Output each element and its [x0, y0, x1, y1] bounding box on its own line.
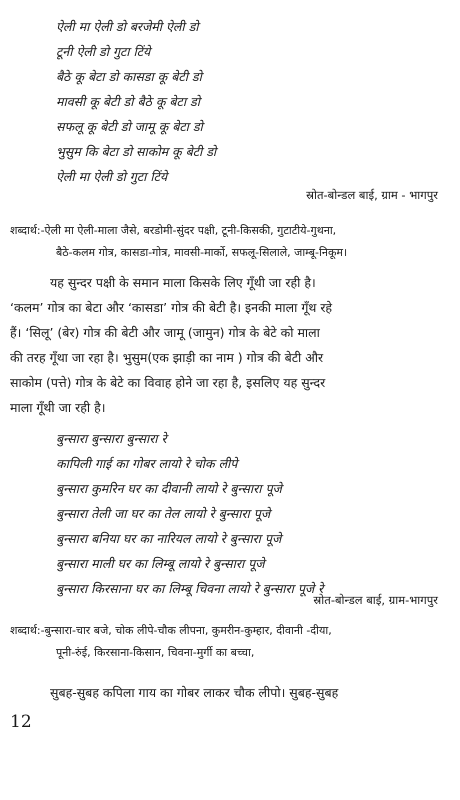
prose-line: हैं। ‘सिलू’ (बेर) गोत्र की बेटी और जामू (जामुन) गोत्र के बेटे को माला [10, 325, 320, 340]
poem-line: भुसुम कि बेटा डो साकोम कू बेटी डो [56, 144, 217, 159]
poem-line: ऐली मा ऐली डो बरजेमी ऐली डो [56, 19, 199, 34]
poem-line: बुन्सारा माली घर का लिम्बू लायो रे बुन्सारा पूजे [56, 556, 265, 571]
glossary-line: बैठे-कलम गोत्र, कासडा-गोत्र, मावसी-मार्को, सफलू-सिलाले, जाम्बू-निकूम। [56, 246, 348, 259]
poem-line: बुन्सारा बुन्सारा बुन्सारा रे [56, 431, 167, 446]
poem-line: मावसी कू बेटी डो बैठे कू बेटा डो [56, 94, 200, 109]
poem-1 [56, 14, 216, 189]
prose-paragraph [10, 270, 450, 420]
source-attribution-2: स्रोत-बोन्डल बाई, ग्राम-भागपुर [313, 593, 438, 607]
source-attribution-1: स्रोत-बोन्डल बाई, ग्राम - भागपुर [306, 188, 438, 202]
poem-line: कापिली गाई का गोबर लायो रे चोक लीपे [56, 456, 238, 471]
glossary-line: शब्दार्थ:-बुन्सारा-चार बजे, चोक लीपे-चौक लीपना, कुमरीन-कुम्हार, दीवानी -दीया, [10, 624, 332, 637]
poem-line: बुन्सारा बनिया घर का नारियल लायो रे बुन्सारा पूजे [56, 531, 282, 546]
prose-line: साकोम (पत्ते) गोत्र के बेटे का विवाह होने जा रहा है, इसलिए यह सुन्दर [10, 375, 326, 390]
glossary-2 [10, 620, 450, 664]
poem-2 [56, 426, 323, 601]
prose-line: यह सुन्दर पक्षी के समान माला किसके लिए गूँथी जा रही है। [50, 275, 316, 290]
prose-line: की तरह गूँथा जा रहा है। भुसुम(एक झाड़ी का नाम ) गोत्र की बेटी और [10, 350, 324, 365]
poem-line: टूनी ऐली डो गुटा टिंये [56, 44, 151, 59]
prose-line: ‘कलम’ गोत्र का बेटा और ‘कासडा’ गोत्र की बेटी है। इनकी माला गूँथ रहे [10, 300, 333, 315]
poem-line: बुन्सारा किरसाना घर का लिम्बू चिवना लायो रे बुन्सारा पूजे रे [56, 581, 324, 596]
poem-line: सफलू कू बेटी डो जामू कू बेटा डो [56, 119, 203, 134]
poem-line: बुन्सारा कुमरिन घर का दीवानी लायो रे बुन्सारा पूजे [56, 481, 282, 496]
poem-line: बैठे कू बेटा डो कासडा कू बेटी डो [56, 69, 202, 84]
closing-line: सुबह-सुबह कपिला गाय का गोबर लाकर चौक लीपो। सुबह-सुबह [50, 685, 339, 700]
poem-line: बुन्सारा तेली जा घर का तेल लायो रे बुन्सारा पूजे [56, 506, 271, 521]
glossary-line: पूनी-रुंई, किरसाना-किसान, चिवना-मुर्गी का बच्चा, [56, 646, 255, 659]
poem-line: ऐली मा ऐली डो गुटा टिंये [56, 169, 168, 184]
prose-line: माला गूँथी जा रही है। [10, 400, 106, 415]
glossary-line: शब्दार्थ:-ऐली मा ऐली-माला जैसे, बरडोमी-सुंदर पक्षी, टूनी-किसकी, गुटाटीये-गुथना, [10, 224, 337, 237]
page-number: 12 [10, 712, 32, 732]
glossary-1 [10, 220, 450, 264]
